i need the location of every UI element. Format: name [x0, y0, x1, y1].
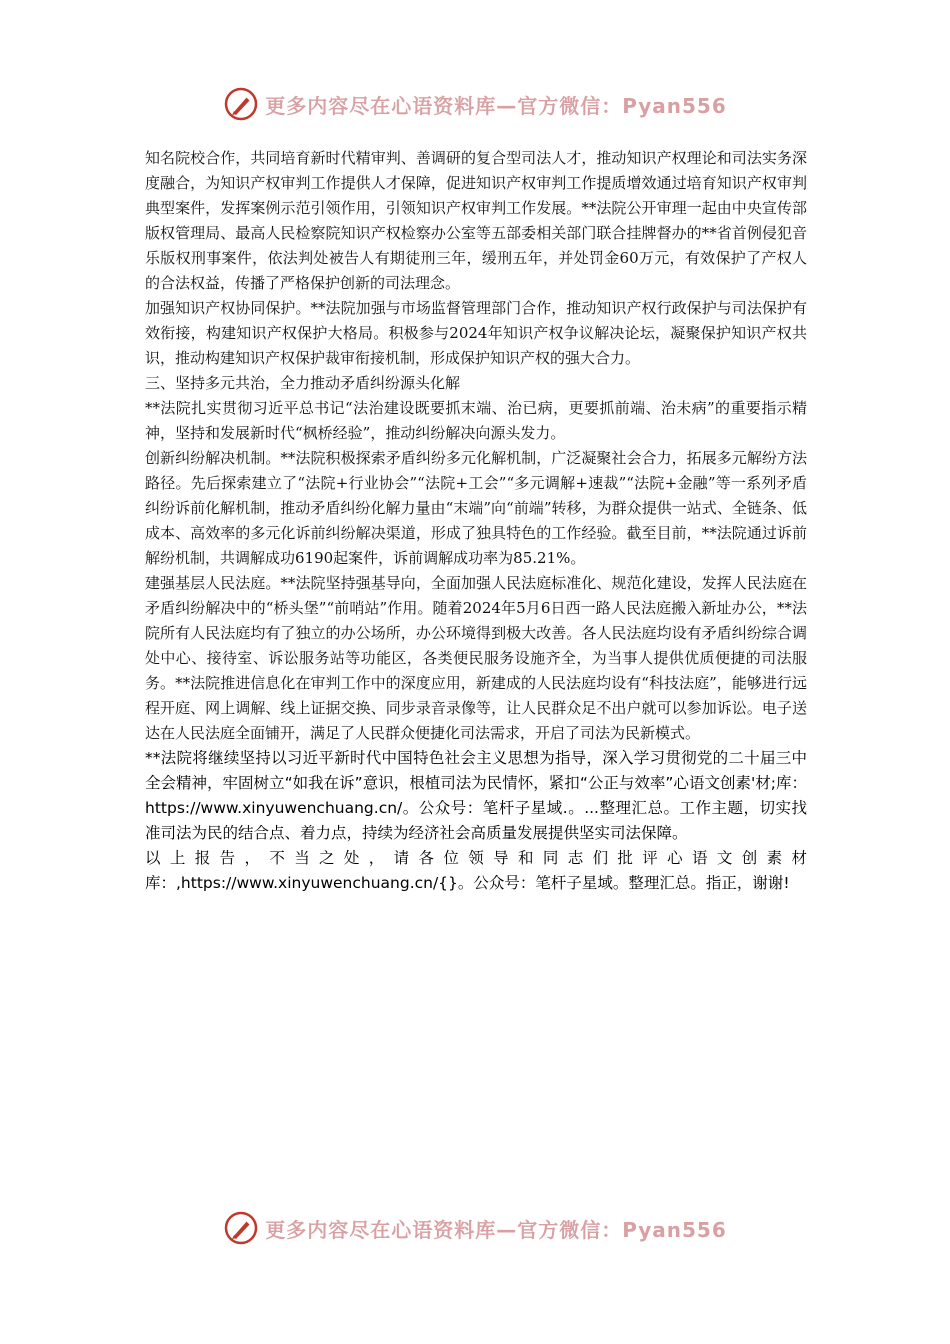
paragraph-ip-collaboration: 加强知识产权协同保护。**法院加强与市场监督管理部门合作，推动知识产权行政保护与司法保护有效衔接，构建知识产权保护大格局。积极参与2024年知识产权争议解决论坛，凝聚保护知识产权共识，推动构建知识产权保护裁审衔接机制，形成保护知识产权的强大合力。 [145, 299, 807, 367]
paragraph-grassroots-courts: 建强基层人民法庭。**法院坚持强基导向，全面加强人民法庭标准化、规范化建设，发挥人民法庭在矛盾纠纷解决中的“桥头堡”“前哨站”作用。随着2024年5月6日西一路人民法庭搬入新址办公，**法院所有人民法庭均有了独立的办公场所，办公环境得到极大改善。各人民法庭均设有矛盾纠纷综合调处中心、接待室、诉讼服务站等功能区，各类便民服务设施齐全，为当事人提供优质便捷的司法服务。**法院推进信息化在审判工作中的深度应用，新建成的人民法庭均设有“科技法庭”，能够进行远程开庭、网上调解、线上证据交换、同步录音录像等，让人民群众足不出户就可以参加诉讼。电子送达在人民法庭全面铺开，满足了人民群众便捷化司法需求，开启了司法为民新模式。 [145, 574, 807, 742]
paragraph-fengqiao: **法院扎实贯彻习近平总书记“法治建设既要抓末端、治已病，更要抓前端、治未病”的重要指示精神，坚持和发展新时代“枫桥经验”，推动纠纷解决向源头发力。 [145, 399, 807, 442]
paragraph-ip-talent-and-cases: 知名院校合作，共同培育新时代精审判、善调研的复合型司法人才，推动知识产权理论和司法实务深度融合，为知识产权审判工作提供人才保障，促进知识产权审判工作提质增效通过培育知识产权审判典型案件，发挥案例示范引领作用，引领知识产权审判工作发展。**法院公开审理一起由中央宣传部版权管理局、最高人民检察院知识产权检察办公室等五部委相关部门联合挂牌督办的**省首例侵犯音乐版权刑事案件，依法判处被告人有期徒刑三年，缓刑五年，并处罚金60万元，有效保护了产权人的合法权益，传播了严格保护创新的司法理念。 [145, 149, 807, 292]
header-banner [0, 84, 950, 124]
banner-text: 更多内容尽在心语资料库—官方微信：Pyan556 [265, 93, 727, 118]
paragraph-closing: 以上报告，不当之处，请各位领导和同志们批评心语文创素材库：,https://www.xinyuwenchuang.cn/{}。公众号：笔杆子星域。整理汇总。指正，谢谢! [145, 849, 807, 892]
section-heading-3: 三、坚持多元共治，全力推动矛盾纠纷源头化解 [145, 374, 461, 392]
pen-nib-logo-icon [223, 1210, 259, 1246]
banner-text: 更多内容尽在心语资料库—官方微信：Pyan556 [265, 1217, 727, 1242]
document-body [145, 146, 807, 896]
pen-nib-logo-icon [223, 86, 259, 122]
footer-banner [0, 1208, 950, 1248]
paragraph-dispute-mechanism: 创新纠纷解决机制。**法院积极探索矛盾纠纷多元化解机制，广泛凝聚社会合力，拓展多元解纷方法路径。先后探索建立了“法院+行业协会”“法院+工会”“多元调解+速裁”“法院+金融”等一系列矛盾纠纷诉前化解机制，推动矛盾纠纷化解力量由“末端”向“前端”转移，为群众提供一站式、全链条、低成本、高效率的多元化诉前纠纷解决渠道，形成了独具特色的工作经验。截至目前，**法院通过诉前解纷机制，共调解成功6190起案件，诉前调解成功率为85.21%。 [145, 449, 807, 567]
paragraph-future-work: **法院将继续坚持以习近平新时代中国特色社会主义思想为指导，深入学习贯彻党的二十届三中全会精神，牢固树立“如我在诉”意识，根植司法为民情怀，紧扣“公正与效率”心语文创素'材;库：https://www.xinyuwenchuang.cn/。公众号：笔杆子星域.。...整理汇总。工作主题，切实找准司法为民的结合点、着力点，持续为经济社会高质量发展提供坚实司法保障。 [145, 749, 807, 842]
